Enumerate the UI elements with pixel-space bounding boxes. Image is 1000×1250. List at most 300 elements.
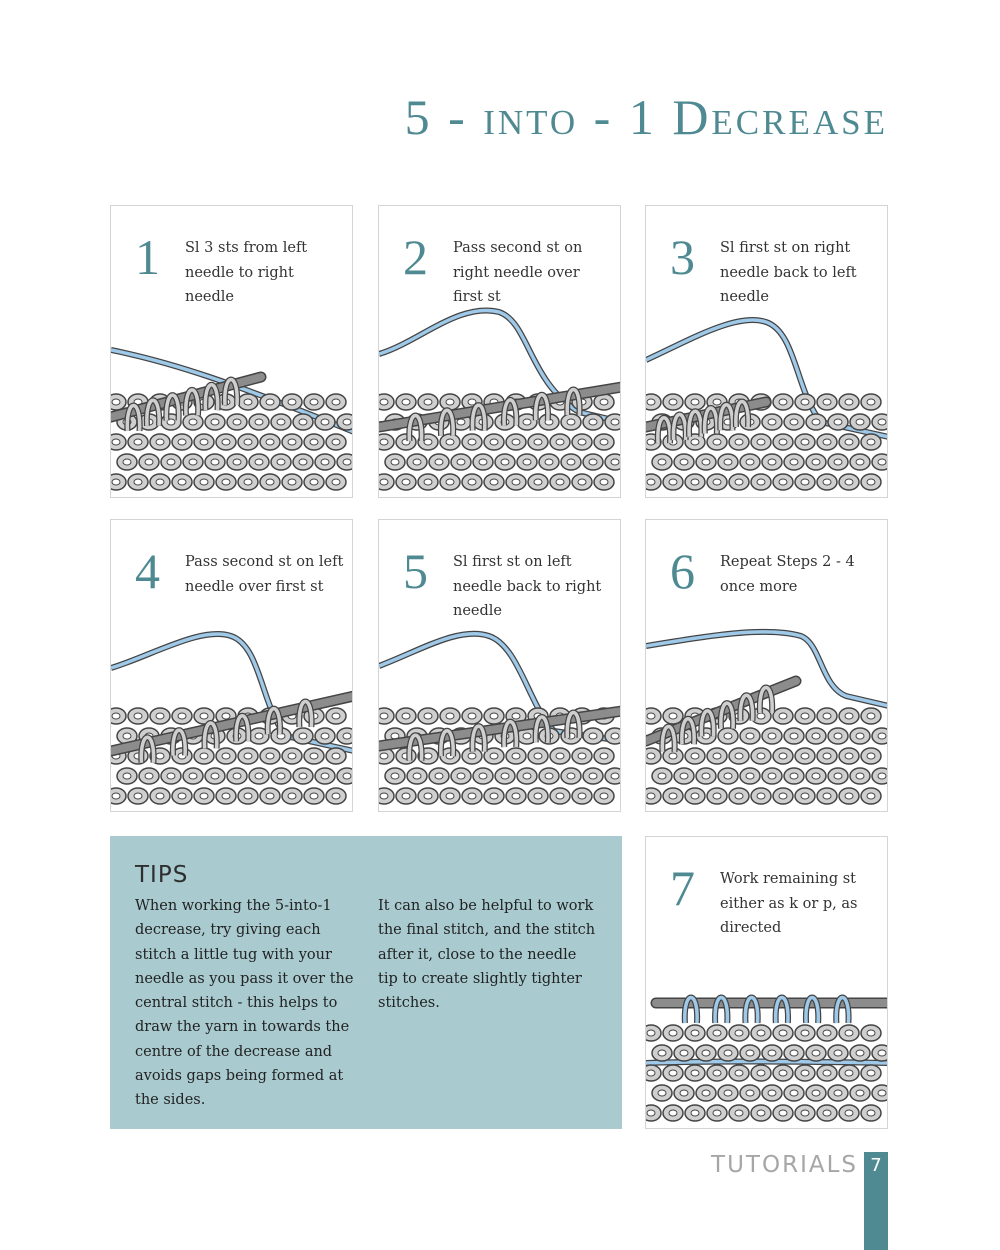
stitch-loop-hole	[413, 773, 421, 779]
stitch-loop-hole	[266, 439, 274, 445]
stitch-loop-hole	[669, 479, 677, 485]
stitch-loop-hole	[647, 1070, 655, 1076]
step-number: 2	[403, 229, 428, 285]
section-label: TUTORIALS	[711, 1152, 858, 1178]
stitch-loop-hole	[801, 399, 809, 405]
stitch-loop-hole	[779, 439, 787, 445]
stitch-loop-hole	[691, 439, 699, 445]
knitting-illustration	[646, 933, 888, 1128]
step-text: Pass second st on left needle over first st	[185, 554, 344, 595]
stitch-loop-hole	[424, 439, 432, 445]
step-text: Pass second st on right needle over first st	[453, 240, 583, 305]
stitch-loop-hole	[878, 419, 886, 425]
stitch-loop-hole	[277, 459, 285, 465]
stitch-loop-hole	[523, 773, 531, 779]
step-text: Sl first st on left needle back to right needle	[453, 554, 602, 619]
stitch-loop-hole	[724, 1090, 732, 1096]
stitch-loop-hole	[823, 1030, 831, 1036]
stitch-loop-hole	[801, 1070, 809, 1076]
stitch-loop-hole	[457, 419, 465, 425]
stitch-loop-hole	[669, 1070, 677, 1076]
stitch-loop-hole	[647, 753, 655, 759]
stitch-loop-hole	[724, 733, 732, 739]
stitch-loop-hole	[288, 793, 296, 799]
stitch-loop-hole	[534, 439, 542, 445]
stitch-loop-hole	[790, 1050, 798, 1056]
stitch-loop-hole	[310, 439, 318, 445]
stitch-loop-hole	[658, 459, 666, 465]
stitch-loop-hole	[178, 713, 186, 719]
stitch-loop-hole	[266, 753, 274, 759]
stitch-loop-hole	[468, 793, 476, 799]
stitch-loop-hole	[801, 479, 809, 485]
stitch-loop-hole	[878, 733, 886, 739]
stitch-loop-hole	[812, 1050, 820, 1056]
stitch-loop-hole	[244, 479, 252, 485]
stitch-loop-hole	[691, 793, 699, 799]
stitch-loop-hole	[812, 419, 820, 425]
stitch-loop-hole	[123, 733, 131, 739]
stitch-loop-hole	[490, 479, 498, 485]
stitch-loop-hole	[801, 713, 809, 719]
stitch-loop-hole	[178, 439, 186, 445]
stitch-loop-hole	[343, 733, 351, 739]
stitch-loop-hole	[156, 793, 164, 799]
stitch-loop-hole	[310, 399, 318, 405]
stitch-loop-hole	[380, 479, 388, 485]
stitch-loop-hole	[189, 773, 197, 779]
stitch-loop-hole	[658, 1050, 666, 1056]
stitch-loop-hole	[779, 1030, 787, 1036]
stitch-loop-hole	[310, 479, 318, 485]
stitch-loop-hole	[812, 459, 820, 465]
stitch-loop-hole	[611, 773, 619, 779]
stitch-loop-hole	[343, 419, 351, 425]
stitch-loop-hole	[332, 713, 340, 719]
step-number: 4	[135, 543, 160, 599]
stitch-loop-hole	[768, 733, 776, 739]
stitch-loop-hole	[501, 459, 509, 465]
stitch-loop-hole	[468, 713, 476, 719]
stitch-loop-hole	[600, 479, 608, 485]
stitch-loop-hole	[834, 459, 842, 465]
step-card-2	[378, 205, 621, 498]
stitch-loop-hole	[321, 419, 329, 425]
stitch-loop-hole	[600, 439, 608, 445]
stitch-loop-hole	[578, 479, 586, 485]
stitch-loop-hole	[200, 793, 208, 799]
stitch-loop-hole	[424, 793, 432, 799]
stitch-loop-hole	[479, 773, 487, 779]
stitch-loop-hole	[567, 773, 575, 779]
stitch-loop-hole	[611, 419, 619, 425]
stitch-loop-hole	[501, 773, 509, 779]
yarn-strand	[646, 1062, 888, 1064]
stitch-loop-hole	[735, 1110, 743, 1116]
stitch-loop-hole	[867, 479, 875, 485]
stitch-loop-hole	[691, 1110, 699, 1116]
stitch-loop-hole	[856, 419, 864, 425]
stitch-loop-hole	[134, 713, 142, 719]
stitch-loop-hole	[867, 399, 875, 405]
stitch-loop-hole	[757, 793, 765, 799]
stitch-loop-hole	[567, 419, 575, 425]
stitch-loop-hole	[647, 479, 655, 485]
stitch-loop-hole	[713, 399, 721, 405]
stitch-loop-hole	[589, 459, 597, 465]
stitch-loop-hole	[680, 459, 688, 465]
stitch-loop-hole	[801, 1030, 809, 1036]
stitch-loop-hole	[856, 459, 864, 465]
stitch-loop-hole	[647, 1110, 655, 1116]
stitch-loop-hole	[244, 793, 252, 799]
stitch-loop-hole	[413, 459, 421, 465]
stitch-loop-hole	[801, 793, 809, 799]
stitch-loop-hole	[768, 459, 776, 465]
stitch-loop-hole	[534, 753, 542, 759]
stitch-loop-hole	[277, 419, 285, 425]
stitch-loop-hole	[867, 793, 875, 799]
stitch-loop-hole	[768, 1090, 776, 1096]
stitch-loop-hole	[244, 399, 252, 405]
stitch-loop-hole	[768, 1050, 776, 1056]
stitch-loop-hole	[435, 773, 443, 779]
stitch-loop-hole	[746, 773, 754, 779]
stitch-loop-hole	[801, 753, 809, 759]
stitch-loop-hole	[713, 753, 721, 759]
stitch-loop-hole	[790, 733, 798, 739]
step-text: Sl first st on right needle back to left needle	[720, 240, 857, 305]
stitch-loop-hole	[380, 399, 388, 405]
step-number: 5	[403, 543, 428, 599]
stitch-loop-hole	[845, 479, 853, 485]
stitch-loop-hole	[669, 793, 677, 799]
stitch-loop-hole	[658, 1090, 666, 1096]
step-card-5	[378, 519, 621, 812]
stitch-loop-hole	[299, 773, 307, 779]
stitch-loop-hole	[746, 459, 754, 465]
tips-heading: TIPS	[135, 862, 189, 888]
stitch-loop-hole	[834, 773, 842, 779]
stitch-loop-hole	[812, 773, 820, 779]
knitting-illustration	[379, 302, 621, 497]
stitch-loop-hole	[713, 1030, 721, 1036]
stitch-loop-hole	[380, 793, 388, 799]
stitch-loop-hole	[878, 459, 886, 465]
stitch-loop-hole	[200, 753, 208, 759]
stitch-loop-hole	[600, 793, 608, 799]
knitting-illustration	[111, 616, 353, 811]
stitch-loop-hole	[735, 479, 743, 485]
stitch-loop-hole	[424, 479, 432, 485]
stitch-loop-hole	[391, 459, 399, 465]
stitch-loop-hole	[402, 479, 410, 485]
stitch-loop-hole	[691, 1070, 699, 1076]
stitch-loop-hole	[779, 399, 787, 405]
stitch-loop-hole	[578, 793, 586, 799]
stitch-loop-hole	[255, 459, 263, 465]
stitch-loop-hole	[446, 399, 454, 405]
stitch-loop-hole	[156, 753, 164, 759]
stitch-loop-hole	[757, 753, 765, 759]
stitch-loop-hole	[867, 1030, 875, 1036]
stitch-loop-hole	[457, 773, 465, 779]
tips-box	[110, 836, 622, 1129]
stitch-loop-hole	[647, 439, 655, 445]
stitch-loop-hole	[380, 713, 388, 719]
page-number: 7	[870, 1155, 882, 1176]
stitch-loop-hole	[523, 419, 531, 425]
stitch-loop-hole	[735, 793, 743, 799]
stitch-loop-hole	[768, 419, 776, 425]
knitting-illustration	[379, 616, 621, 811]
stitch-loop-hole	[211, 459, 219, 465]
stitch-loop-hole	[867, 439, 875, 445]
stitch-loop-hole	[713, 1110, 721, 1116]
stitch-loop-hole	[288, 753, 296, 759]
stitch-loop-hole	[878, 1090, 886, 1096]
stitch-loop-hole	[200, 479, 208, 485]
stitch-loop-hole	[845, 753, 853, 759]
stitch-loop-hole	[845, 1070, 853, 1076]
stitch-loop-hole	[556, 753, 564, 759]
stitch-loop-hole	[556, 479, 564, 485]
stitch-loop-hole	[823, 439, 831, 445]
stitch-loop-hole	[156, 713, 164, 719]
stitch-loop-hole	[790, 1090, 798, 1096]
stitch-loop-hole	[823, 753, 831, 759]
step-card-6	[645, 519, 888, 812]
stitch-loop-hole	[867, 1070, 875, 1076]
stitch-loop-hole	[790, 419, 798, 425]
stitch-loop-hole	[321, 459, 329, 465]
stitch-loop-hole	[490, 793, 498, 799]
stitch-loop-hole	[724, 459, 732, 465]
stitch-loop-hole	[123, 773, 131, 779]
stitch-loop-hole	[457, 459, 465, 465]
stitch-loop-hole	[578, 753, 586, 759]
stitch-loop-hole	[845, 399, 853, 405]
stitch-loop-hole	[691, 399, 699, 405]
stitch-loop-hole	[812, 1090, 820, 1096]
stitch-loop-hole	[567, 459, 575, 465]
stitch-loop-hole	[779, 479, 787, 485]
stitch-loop-hole	[823, 399, 831, 405]
stitch-loop-hole	[867, 1110, 875, 1116]
stitch-loop-hole	[266, 793, 274, 799]
step-text: Repeat Steps 2 - 4 once more	[720, 554, 855, 595]
stitch-loop-hole	[424, 713, 432, 719]
stitch-loop-hole	[735, 1070, 743, 1076]
stitch-loop-hole	[812, 733, 820, 739]
stitch-loop-hole	[779, 793, 787, 799]
stitch-loop-hole	[255, 773, 263, 779]
stitch-loop-hole	[578, 439, 586, 445]
stitch-loop-hole	[310, 793, 318, 799]
stitch-loop-hole	[156, 439, 164, 445]
stitch-loop-hole	[222, 439, 230, 445]
stitch-loop-hole	[178, 793, 186, 799]
knitting-illustration	[111, 302, 353, 497]
stitch-loop-hole	[332, 399, 340, 405]
step-number: 6	[670, 543, 695, 599]
stitch-loop-hole	[233, 773, 241, 779]
stitch-loop-hole	[545, 459, 553, 465]
stitch-loop-hole	[134, 479, 142, 485]
stitch-loop-hole	[768, 773, 776, 779]
stitch-loop-hole	[845, 793, 853, 799]
stitch-loop-hole	[611, 733, 619, 739]
stitch-loop-hole	[790, 459, 798, 465]
stitch-loop-hole	[468, 479, 476, 485]
stitch-loop-hole	[834, 1090, 842, 1096]
stitch-loop-hole	[222, 793, 230, 799]
knitting-illustration	[646, 302, 888, 497]
stitch-loop-hole	[680, 773, 688, 779]
stitch-loop-hole	[512, 713, 520, 719]
stitch-loop-hole	[801, 439, 809, 445]
stitch-loop-hole	[446, 479, 454, 485]
stitch-loop-hole	[321, 773, 329, 779]
stitch-loop-hole	[343, 459, 351, 465]
stitch-loop-hole	[266, 479, 274, 485]
stitch-loop-hole	[724, 773, 732, 779]
stitch-loop-hole	[801, 1110, 809, 1116]
tips-text-column-2: It can also be helpful to work the final stitch, and the stitch after it, close to the needle tip to create slightly tighter stitches.	[378, 898, 596, 1012]
stitch-loop-hole	[746, 1090, 754, 1096]
stitch-loop-hole	[211, 419, 219, 425]
stitch-loop-hole	[167, 773, 175, 779]
stitch-loop-hole	[669, 399, 677, 405]
step-number: 1	[135, 229, 160, 285]
stitch-loop-hole	[691, 753, 699, 759]
stitch-loop-hole	[479, 459, 487, 465]
stitch-loop-hole	[380, 439, 388, 445]
stitch-loop-hole	[680, 1050, 688, 1056]
stitch-loop-hole	[233, 419, 241, 425]
stitch-loop-hole	[757, 479, 765, 485]
stitch-loop-hole	[178, 479, 186, 485]
stitch-loop-hole	[600, 753, 608, 759]
stitch-loop-hole	[713, 793, 721, 799]
stitch-loop-hole	[523, 459, 531, 465]
stitch-loop-hole	[669, 753, 677, 759]
stitch-loop-hole	[402, 399, 410, 405]
stitch-loop-hole	[757, 1110, 765, 1116]
stitch-loop-hole	[834, 733, 842, 739]
stitch-loop-hole	[845, 1110, 853, 1116]
stitch-loop-hole	[266, 399, 274, 405]
stitch-loop-hole	[288, 439, 296, 445]
stitch-loop-hole	[779, 713, 787, 719]
stitch-loop-hole	[757, 1030, 765, 1036]
stitch-loop-hole	[200, 439, 208, 445]
stitch-loop-hole	[299, 733, 307, 739]
stitch-loop-hole	[424, 399, 432, 405]
stitch-loop-hole	[856, 733, 864, 739]
stitch-loop-hole	[600, 399, 608, 405]
stitch-loop-hole	[277, 773, 285, 779]
stitch-loop-hole	[402, 713, 410, 719]
stitch-loop-hole	[702, 459, 710, 465]
stitch-loop-hole	[713, 1070, 721, 1076]
stitch-loop-hole	[856, 773, 864, 779]
stitch-loop-hole	[611, 459, 619, 465]
stitch-loop-hole	[790, 773, 798, 779]
stitch-loop-hole	[834, 419, 842, 425]
stitch-loop-hole	[589, 733, 597, 739]
stitch-loop-hole	[647, 713, 655, 719]
stitch-loop-hole	[244, 753, 252, 759]
stitch-loop-hole	[490, 753, 498, 759]
stitch-loop-hole	[123, 459, 131, 465]
stitch-loop-hole	[680, 1090, 688, 1096]
step-card-7	[645, 836, 888, 1129]
stitch-loop-hole	[669, 1110, 677, 1116]
stitch-loop-hole	[735, 1030, 743, 1036]
page-title: 5 - into - 1 Decrease	[404, 89, 888, 145]
stitch-loop-hole	[299, 419, 307, 425]
stitch-loop-hole	[523, 733, 531, 739]
stitch-loop-hole	[757, 1070, 765, 1076]
stitch-loop-hole	[724, 1050, 732, 1056]
stitch-loop-hole	[691, 1030, 699, 1036]
stitch-loop-hole	[512, 753, 520, 759]
stitch-loop-hole	[189, 419, 197, 425]
step-card-4	[110, 519, 353, 812]
stitch-loop-hole	[589, 419, 597, 425]
stitch-loop-hole	[112, 713, 120, 719]
stitch-loop-hole	[310, 753, 318, 759]
stitch-loop-hole	[823, 479, 831, 485]
stitch-loop-hole	[145, 773, 153, 779]
tips-text-column-1: When working the 5-into-1 decrease, try giving each stitch a little tug with your needle as you pass it over the central stitch - this helps to draw the yarn in towards the centre of the decrease and avoids gaps being formed at the sides.	[135, 898, 354, 1109]
stitch-loop-hole	[490, 439, 498, 445]
stitch-loop-hole	[867, 753, 875, 759]
knitting-illustration	[646, 616, 888, 811]
stitch-loop-hole	[534, 479, 542, 485]
stitch-loop-hole	[512, 479, 520, 485]
stitch-loop-hole	[757, 713, 765, 719]
stitch-loop-hole	[534, 793, 542, 799]
stitch-loop-hole	[669, 713, 677, 719]
stitch-loop-hole	[424, 753, 432, 759]
stitch-loop-hole	[134, 793, 142, 799]
stitch-loop-hole	[288, 399, 296, 405]
stitch-loop-hole	[823, 713, 831, 719]
stitch-loop-hole	[288, 479, 296, 485]
stitch-loop-hole	[332, 479, 340, 485]
stitch-loop-hole	[556, 439, 564, 445]
stitch-loop-hole	[490, 713, 498, 719]
stitch-loop-hole	[878, 1050, 886, 1056]
stitch-loop-hole	[779, 1110, 787, 1116]
stitch-loop-hole	[112, 793, 120, 799]
stitch-loop-hole	[702, 1090, 710, 1096]
stitch-loop-hole	[713, 479, 721, 485]
stitch-loop-hole	[222, 753, 230, 759]
stitch-loop-hole	[468, 439, 476, 445]
stitch-loop-hole	[746, 733, 754, 739]
stitch-loop-hole	[691, 479, 699, 485]
stitch-loop-hole	[746, 1050, 754, 1056]
stitch-loop-hole	[878, 773, 886, 779]
stitch-loop-hole	[669, 1030, 677, 1036]
stitch-loop-hole	[512, 439, 520, 445]
stitch-loop-hole	[545, 773, 553, 779]
step-card-3	[645, 205, 888, 498]
step-text: Work remaining st either as k or p, as directed	[720, 871, 858, 936]
